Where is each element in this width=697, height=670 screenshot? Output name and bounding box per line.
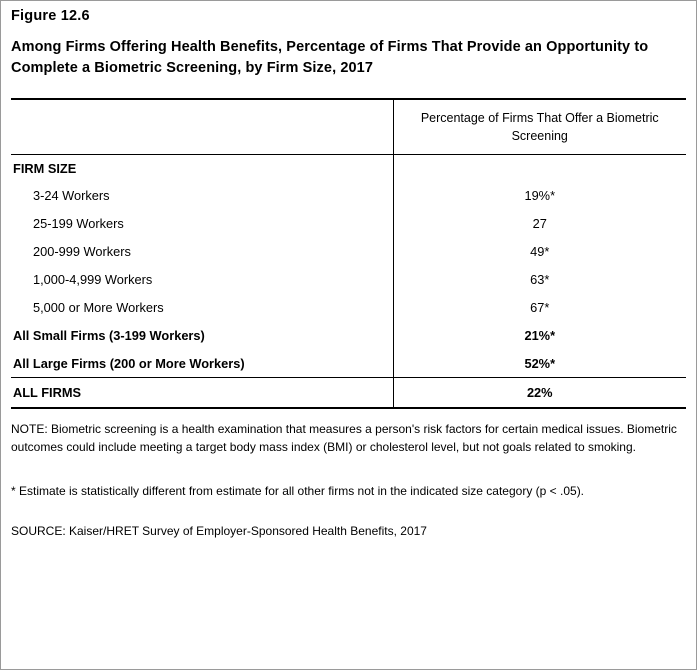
row-value: 63*	[530, 271, 550, 287]
row-value: 21%*	[524, 327, 556, 343]
row-value: 52%*	[524, 355, 556, 371]
table-row-total	[11, 378, 686, 408]
biometric-screening-table	[11, 100, 686, 407]
table-note: NOTE: Biometric screening is a health examination that measures a person's risk factors for certain medical issues. Biometric outcomes could include meeting a target body mass index (BMI) or cholesterol level, but not goals related to smoking.	[11, 422, 677, 455]
row-value: 67*	[530, 299, 550, 315]
table-row	[11, 237, 686, 265]
header-blank-cell	[11, 100, 393, 155]
table-bottom-rule	[11, 407, 686, 409]
table-footnote: * Estimate is statistically different from estimate for all other firms not in the indicated size category (p < .05).	[11, 484, 585, 499]
table-source: SOURCE: Kaiser/HRET Survey of Employer-Sponsored Health Benefits, 2017	[11, 524, 427, 539]
column-header-label: Percentage of Firms That Offer a Biometric Screening	[420, 110, 659, 143]
table-row	[11, 321, 686, 349]
section-label-firm-size: FIRM SIZE	[11, 155, 393, 182]
figure-title: Among Firms Offering Health Benefits, Percentage of Firms That Provide an Opportunity to Complete a Biometric Screening, by Firm Size, 2017	[11, 38, 649, 76]
figure-content	[11, 9, 686, 663]
table-row	[11, 209, 686, 237]
row-label: All Small Firms (3-199 Workers)	[11, 321, 393, 349]
table-row	[11, 349, 686, 378]
total-row-value: 22%	[393, 378, 686, 408]
row-label: 200-999 Workers	[11, 237, 393, 265]
table-row	[11, 265, 686, 293]
table-row	[11, 181, 686, 209]
row-label: 5,000 or More Workers	[11, 293, 393, 321]
row-value: 19%*	[524, 187, 556, 203]
row-label: All Large Firms (200 or More Workers)	[11, 349, 393, 378]
table-row	[11, 155, 686, 182]
row-value: 49*	[530, 243, 550, 259]
row-label: 3-24 Workers	[11, 181, 393, 209]
row-value: 27	[532, 215, 547, 231]
row-label: 1,000-4,999 Workers	[11, 265, 393, 293]
row-label: 25-199 Workers	[11, 209, 393, 237]
table-header-row	[11, 100, 686, 155]
section-value-blank	[393, 155, 686, 182]
figure-number: Figure 12.6	[11, 8, 90, 24]
table-row	[11, 293, 686, 321]
total-row-label: ALL FIRMS	[11, 378, 393, 408]
